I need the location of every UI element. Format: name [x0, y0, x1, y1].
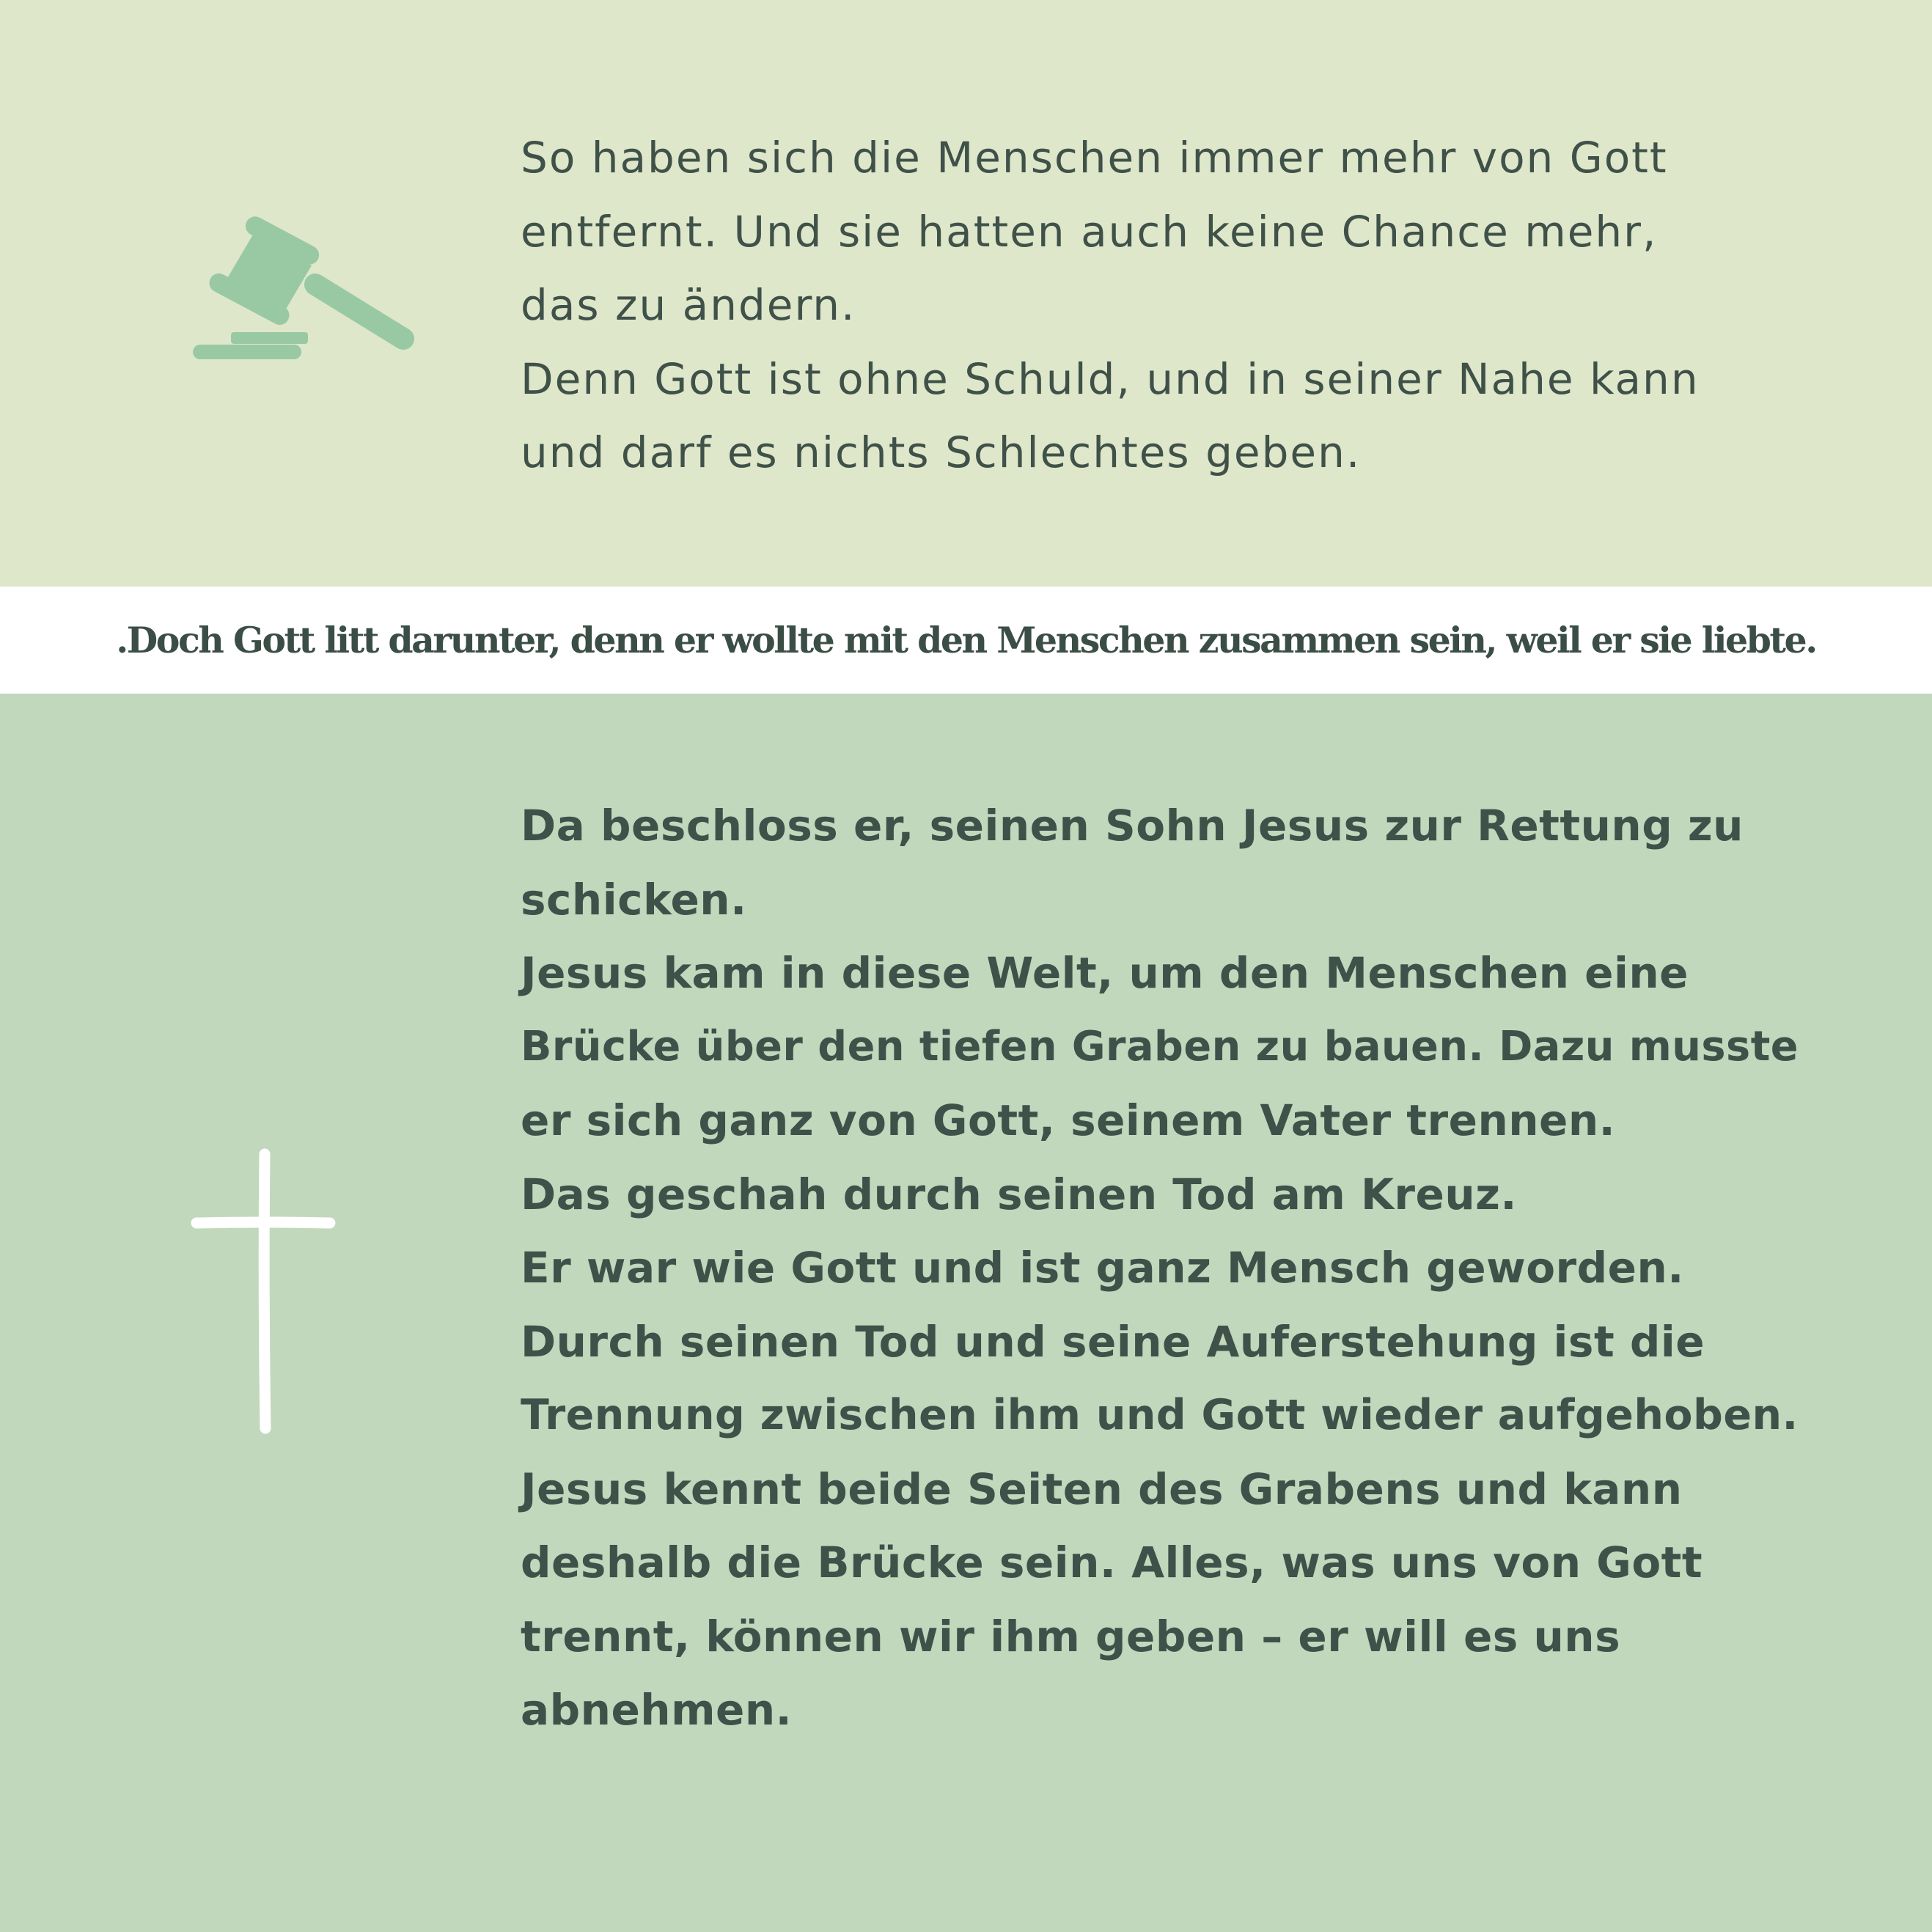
bottom-section — [0, 694, 1932, 1932]
cross-icon — [191, 1141, 337, 1434]
top-paragraph-line: entfernt. Und sie hatten auch keine Chance mehr, — [521, 206, 1658, 257]
bottom-paragraph-line: deshalb die Brücke sein. Alles, was uns von Gott — [521, 1538, 1703, 1587]
banner-text: .Doch Gott litt darunter, denn er wollte mit den Menschen zusammen sein, weil er sie liebte. — [116, 619, 1816, 661]
bottom-paragraph-line: Brücke über den tiefen Graben zu bauen. Dazu musste — [521, 1022, 1799, 1070]
bottom-paragraph-line: Er war wie Gott und ist ganz Mensch geworden. — [521, 1243, 1684, 1293]
bottom-paragraph-line: er sich ganz von Gott, seinem Vater trennen. — [521, 1095, 1616, 1145]
bottom-paragraph-line: schicken. — [521, 874, 747, 925]
top-section — [0, 0, 1932, 587]
bottom-paragraph-line: Jesus kennt beide Seiten des Grabens und kann — [521, 1463, 1683, 1514]
bottom-paragraph-line: Das geschah durch seinen Tod am Kreuz. — [521, 1169, 1517, 1219]
bottom-paragraph-line: Durch seinen Tod und seine Auferstehung ist die — [521, 1316, 1705, 1367]
gavel-icon — [191, 213, 418, 367]
bottom-paragraph-line: Da beschloss er, seinen Sohn Jesus zur Rettung zu — [521, 801, 1744, 851]
top-paragraph-line: und darf es nichts Schlechtes geben. — [521, 427, 1362, 477]
bottom-paragraph-line: abnehmen. — [521, 1685, 793, 1735]
quote-banner — [0, 587, 1932, 694]
bottom-paragraph-line: Jesus kam in diese Welt, um den Menschen eine — [521, 948, 1689, 998]
top-paragraph-line: So haben sich die Menschen immer mehr von Gott — [521, 133, 1668, 183]
bottom-paragraph-line: trennt, können wir ihm geben – er will es uns — [521, 1611, 1621, 1661]
bottom-paragraph-line: Trennung zwischen ihm und Gott wieder aufgehoben. — [521, 1391, 1799, 1439]
top-paragraph-line: das zu ändern. — [521, 280, 856, 330]
top-paragraph — [521, 121, 1811, 490]
bottom-paragraph — [521, 789, 1811, 1747]
top-paragraph-line: Denn Gott ist ohne Schuld, und in seiner Nahe kann — [521, 353, 1700, 404]
